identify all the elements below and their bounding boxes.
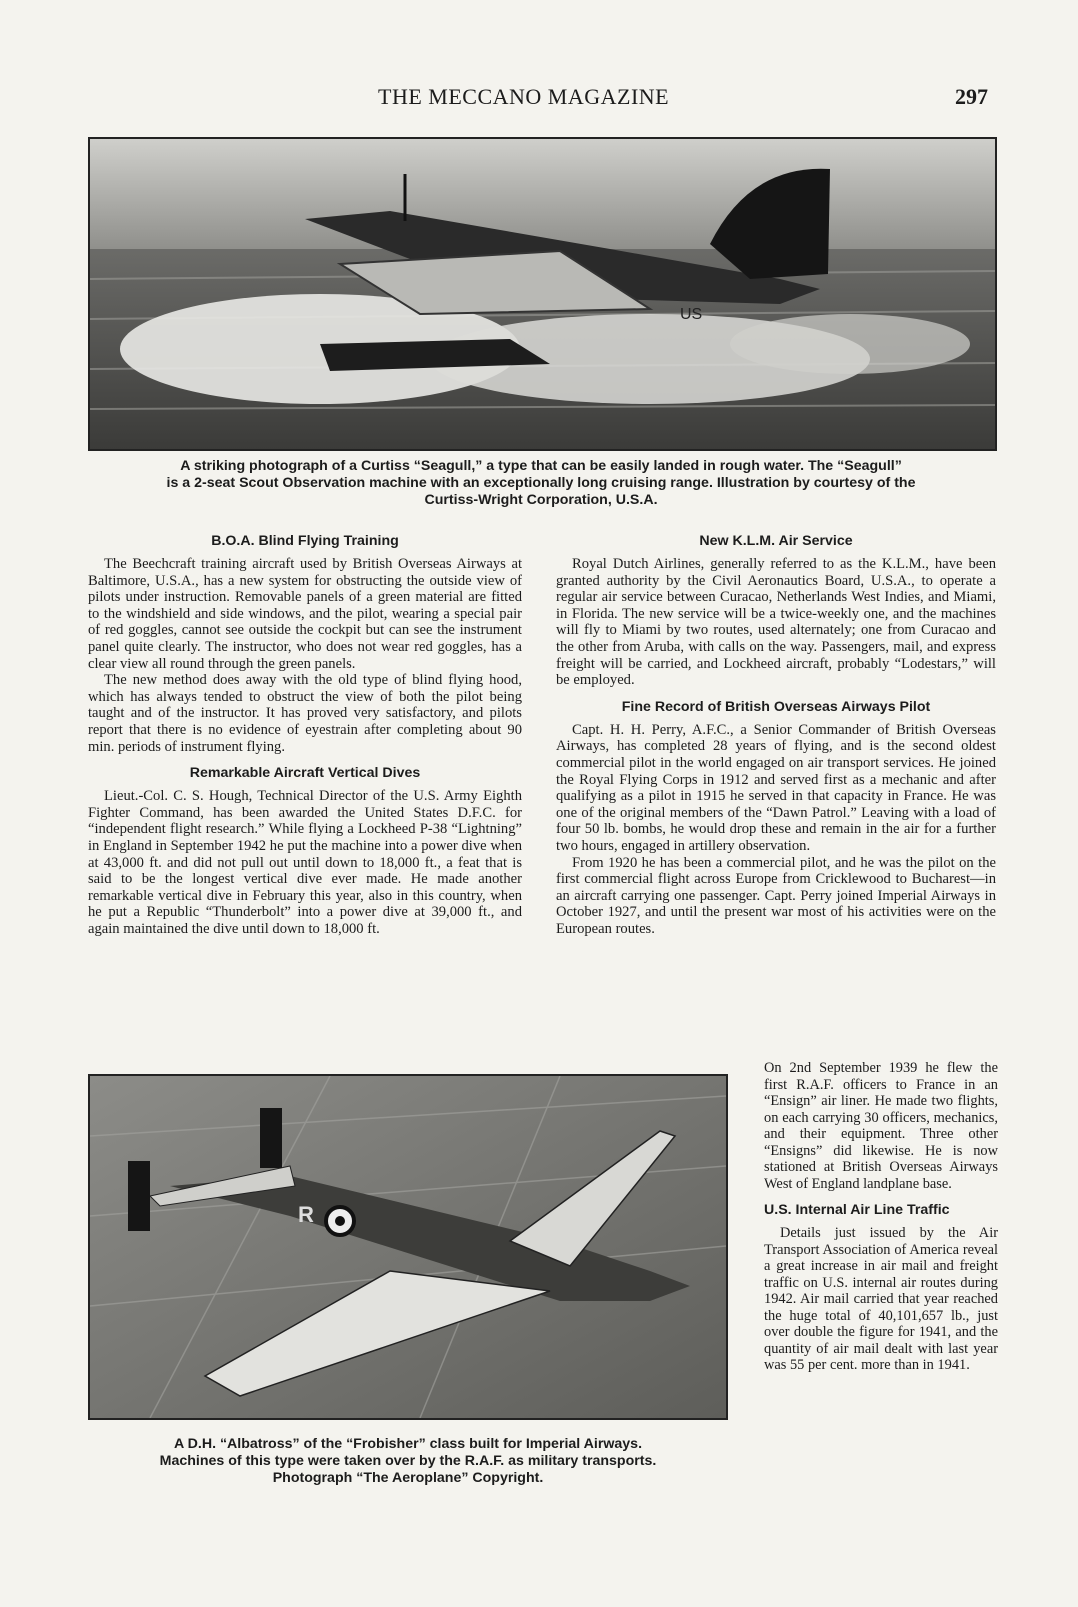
- caption-line: Photograph “The Aeroplane” Copyright.: [272, 1470, 544, 1486]
- albatross-caption: [84, 1436, 732, 1487]
- page-header: [0, 84, 1078, 118]
- article-paragraph: From 1920 he has been a commercial pilot, and he was the pilot on the first commercial flight across Europe from Cricklewood to Bucharest—in an aircraft carrying one passenger. Capt. Perry joined Imperial Airways in October 1927, and until the present war most of his activities were on the European routes.: [556, 854, 996, 937]
- caption-line: A striking photograph of a Curtiss “Seagull,” a type that can be easily landed in rough water. The “Seagull”: [180, 458, 902, 474]
- caption-line: Curtiss-Wright Corporation, U.S.A.: [424, 492, 658, 508]
- caption-line: Machines of this type were taken over by the R.A.F. as military transports.: [159, 1453, 657, 1469]
- right-column: [556, 532, 996, 946]
- article-heading: New K.L.M. Air Service: [699, 533, 853, 549]
- article-paragraph: The new method does away with the old type of blind flying hood, which has always tended to obstruct the view of both the pilot being taught and of the instructor. It has proved very satisfactory, and pilots report that there is no evidence of eyestrain after completing about 90 min. periods of instrument flying.: [88, 672, 522, 755]
- article-vertical-dives: [88, 764, 522, 937]
- seagull-marking: US: [680, 306, 703, 323]
- article-boa-blind-flying: [88, 532, 522, 755]
- albatross-image: [90, 1076, 726, 1418]
- article-perry-continued: [764, 1060, 998, 1192]
- narrow-column: [764, 1060, 998, 1383]
- albatross-marking: R: [298, 1202, 314, 1227]
- article-heading: Fine Record of British Overseas Airways Pilot: [621, 698, 931, 715]
- article-perry-record: [556, 698, 996, 938]
- albatross-photo: [88, 1074, 728, 1420]
- article-heading: Remarkable Aircraft Vertical Dives: [189, 765, 421, 782]
- article-paragraph: Lieut.-Col. C. S. Hough, Technical Director of the U.S. Army Eighth Fighter Command, has been awarded the United States D.F.C. for “independent flight research.” While flying a Lockheed P-38 “Lightning” in England in September 1942 he put the machine into a power dive when at 43,000 ft. and did not pull out until down to 18,000 ft., a feat that is said to be the longest vertical dive ever made. He made another remarkable vertical dive in February this year, also in this country, when he put a Republic “Thunderbolt” into a power dive at 39,000 ft., and again maintained the dive until down to 18,000 ft.: [88, 788, 522, 937]
- article-paragraph: Details just issued by the Air Transport Association of America reveal a great increase in air mail and freight traffic on U.S. internal air routes during 1942. Air mail carried that year reached the huge total of 40,101,657 lb., just over double the figure for 1941, and the quantity of air mail dealt with last year was 55 per cent. more than in 1941.: [764, 1225, 998, 1373]
- seagull-photo: [88, 137, 997, 451]
- article-heading: B.O.A. Blind Flying Training: [211, 533, 399, 549]
- article-us-air-traffic: [764, 1201, 998, 1374]
- article-heading: U.S. Internal Air Line Traffic: [764, 1202, 950, 1218]
- article-paragraph: Capt. H. H. Perry, A.F.C., a Senior Commander of British Overseas Airways, has completed 28 years of flying, and is the second oldest commercial pilot in the world engaged on air transport services. He joined the Royal Flying Corps in 1912 and served first as a mechanic and after qualifying as a pilot in 1915 he served in that capacity in France. He was one of the original members of the “Dawn Patrol.” Leaving with a load of four 50 lb. bombs, he would drop these and remain in the air for a further two hours, engaged in artillery observation.: [556, 721, 996, 854]
- seagull-caption: [84, 458, 998, 509]
- seagull-image: [90, 139, 995, 449]
- caption-line: is a 2-seat Scout Observation machine with an exceptionally long cruising range. Illustration by courtesy of the: [166, 475, 916, 491]
- article-paragraph: On 2nd September 1939 he flew the first R.A.F. officers to France in an “Ensign” air liner. He made two flights, on each carrying 30 officers, mechanics, and their equipment. Three other “Ensigns” did likewise. He is now stationed at British Overseas Airways West of England landplane base.: [764, 1060, 998, 1192]
- article-klm-service: [556, 532, 996, 689]
- article-paragraph: Royal Dutch Airlines, generally referred to as the K.L.M., have been granted authority by the Civil Aeronautics Board, U.S.A., to operate a regular air service between Curacao, Netherlands West Indies, and Miami, in Florida. The new service will be a twice-weekly one, and the machines will fly to Miami by two routes, used alternately; one from Curacao and the other from Aruba, with calls on the way. Passengers, mail, and express freight will be carried, and Lockheed aircraft, probably “Lodestars,” will be employed.: [556, 556, 996, 689]
- left-column: [88, 532, 522, 946]
- caption-line: A D.H. “Albatross” of the “Frobisher” class built for Imperial Airways.: [173, 1436, 643, 1452]
- magazine-title: THE MECCANO MAGAZINE: [378, 84, 670, 109]
- page-number: 297: [955, 84, 988, 109]
- article-paragraph: The Beechcraft training aircraft used by British Overseas Airways at Baltimore, U.S.A., has a new system for obstructing the outside view of pilots under instruction. Removable panels of a green material are fitted to the windshield and side windows, and the pilot, wearing a special pair of red goggles, cannot see outside the cockpit but can see the instrument panel quite clearly. The instructor, who does not wear red goggles, has a clear view all round through the green panels.: [88, 556, 522, 672]
